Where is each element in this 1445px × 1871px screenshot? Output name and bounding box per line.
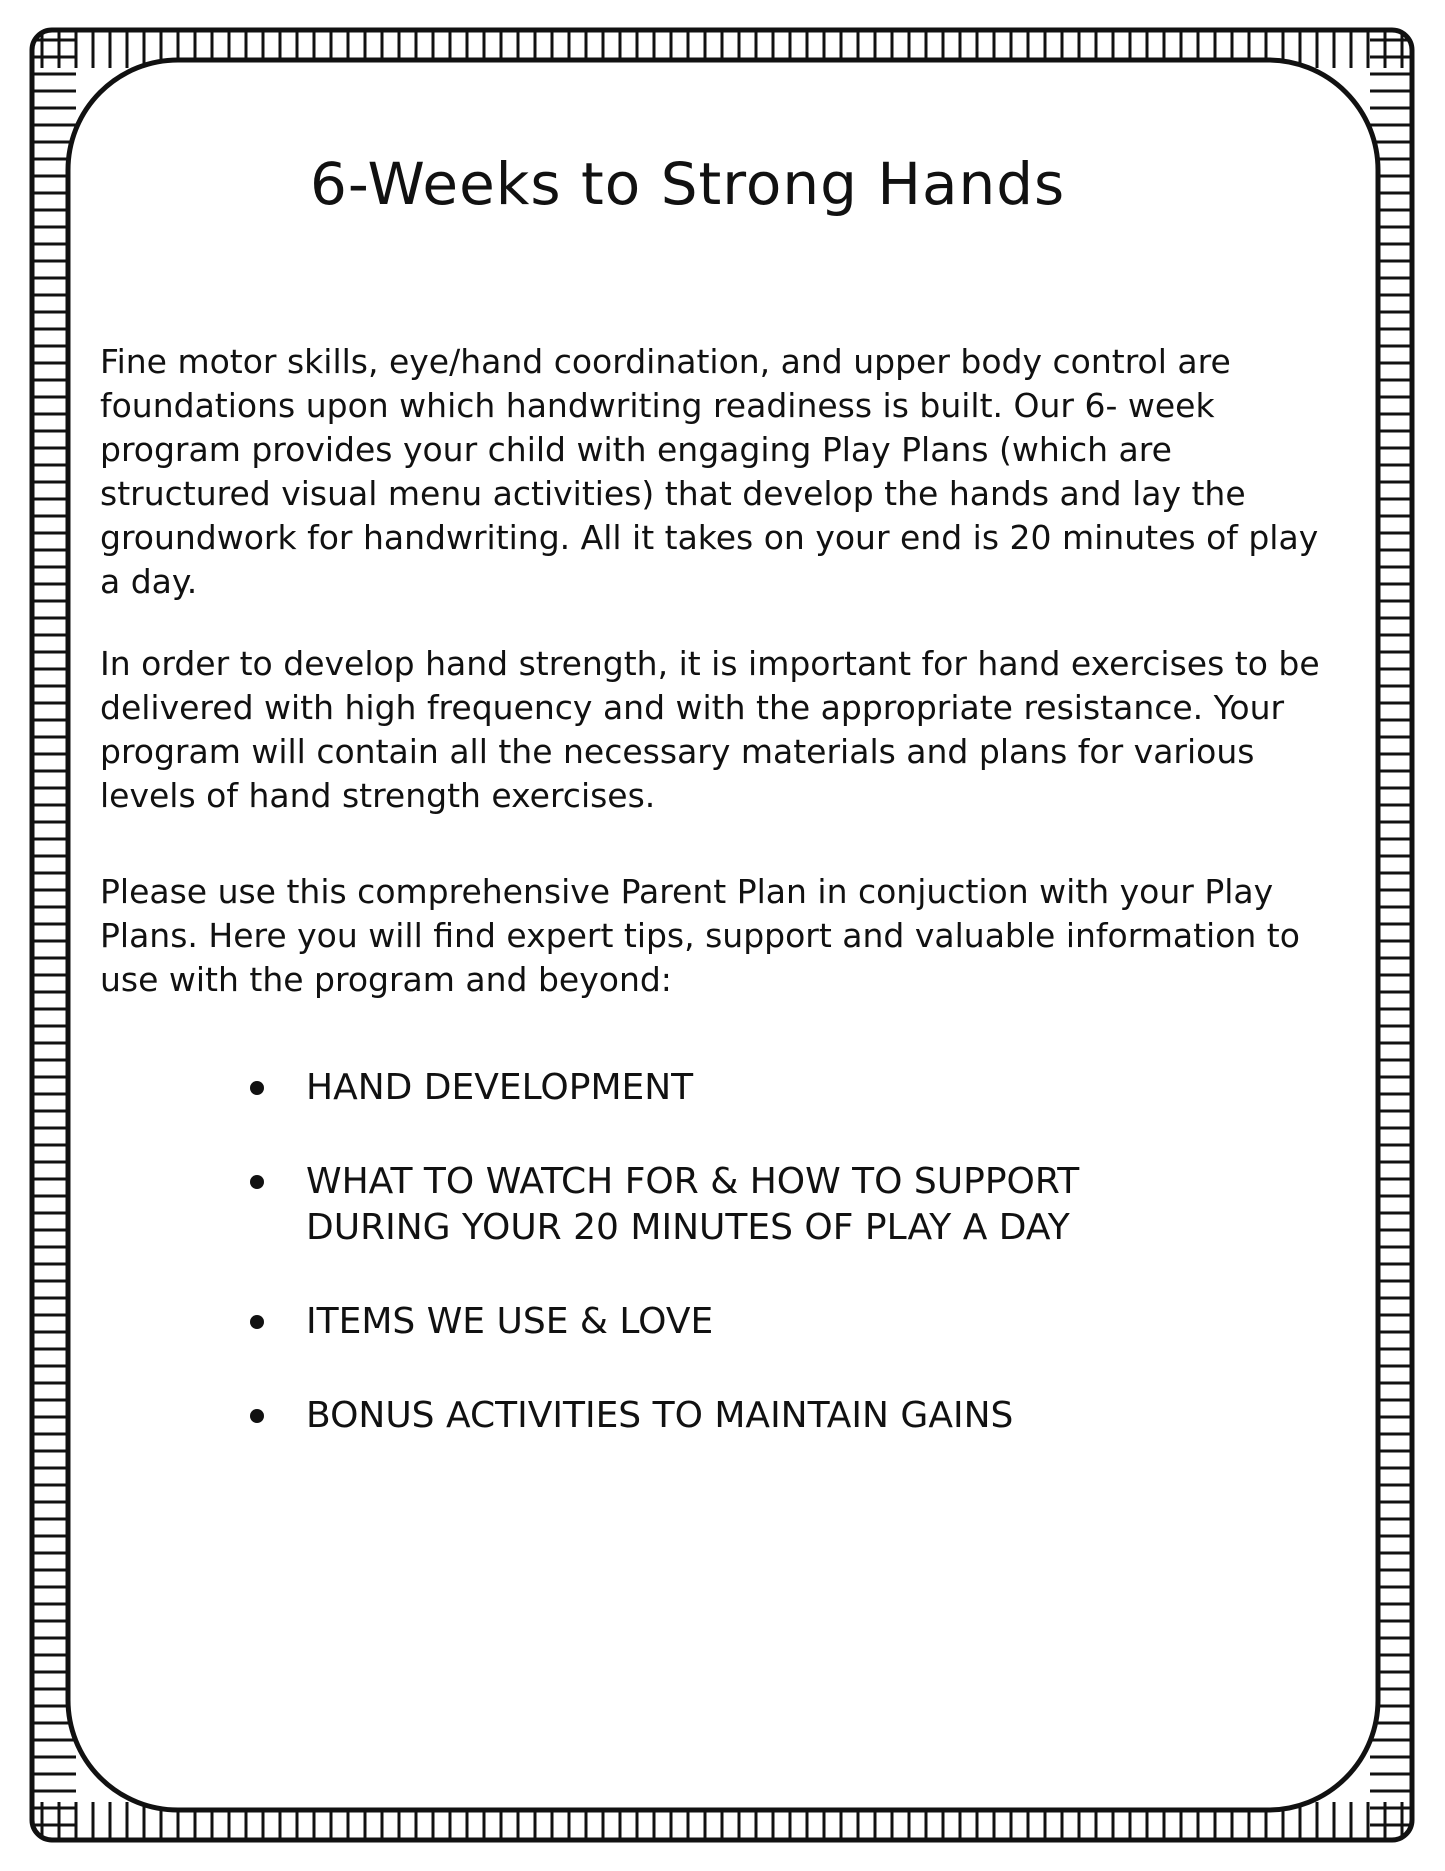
bullet-icon (250, 1409, 264, 1423)
list-item (250, 1393, 1079, 1439)
document-body (100, 150, 1330, 1436)
list-item (250, 1159, 1079, 1251)
list-item-label: WHAT TO WATCH FOR & HOW TO SUPPORT DURING YOUR 20 MINUTES OF PLAY A DAY (306, 1161, 1080, 1248)
bullet-icon (250, 1081, 264, 1095)
hand-strength-paragraph: In order to develop hand strength, it is important for hand exercises to be delivered with high frequency and with the appropriate resistance. Your program will contain all the necessary materials and plans for various levels of hand strength exercises. (100, 644, 1320, 815)
topic-list (250, 1065, 1079, 1487)
list-item (250, 1299, 1079, 1345)
page-title: 6-Weeks to Strong Hands (310, 150, 1066, 218)
bullet-icon (250, 1175, 264, 1189)
list-item-label: ITEMS WE USE & LOVE (306, 1301, 714, 1342)
intro-paragraph: Fine motor skills, eye/hand coordination, and upper body control are foundations upon which handwriting readiness is built. Our 6- week program provides your child with engaging Play Plans (which are structured visual menu activities) that develop the hands and lay the groundwork for handwriting. All it takes on your end is 20 minutes of play a day. (100, 342, 1319, 601)
bullet-icon (250, 1315, 264, 1329)
list-item-label: BONUS ACTIVITIES TO MAINTAIN GAINS (306, 1395, 1014, 1436)
list-item-label: HAND DEVELOPMENT (306, 1067, 694, 1108)
list-item (250, 1065, 1079, 1111)
parent-plan-paragraph: Please use this comprehensive Parent Plan in conjuction with your Play Plans. Here you will find expert tips, support and valuable information to use with the program and beyond: (100, 872, 1300, 999)
